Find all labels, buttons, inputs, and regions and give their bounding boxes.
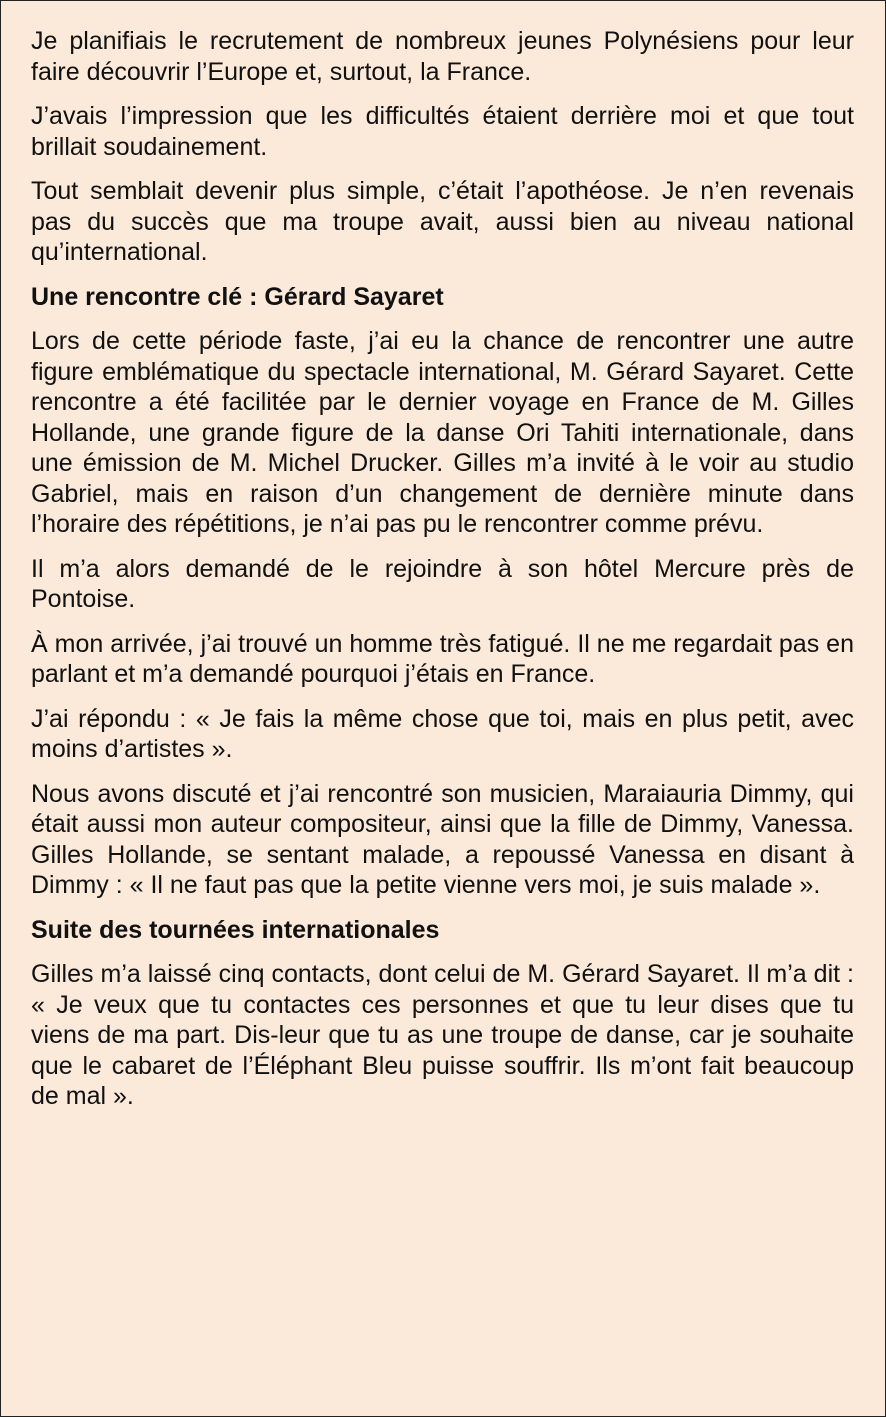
paragraph-1: Je planifiais le recrutement de nombreux jeunes Polynésiens pour leur faire découvrir l’Europe et, surtout, la France. — [31, 27, 854, 86]
paragraph-8: Nous avons discuté et j’ai rencontré son musicien, Maraiauria Dimmy, qui était aussi mon auteur compositeur, ainsi que la fille de Dimmy, Vanessa. Gilles Hollande, se sentant malade, a repoussé Vanessa en disant à Dimmy : « Il ne faut pas que la petite vienne vers moi, je suis malade ». — [31, 779, 854, 899]
section-heading-rencontre: Une rencontre clé : Gérard Sayaret — [31, 282, 444, 311]
paragraph-4: Lors de cette période faste, j’ai eu la chance de rencontrer une autre figure emblématique du spectacle international, M. Gérard Sayaret. Cette rencontre a été facilitée par le dernier voyage en France de M. Gilles Hollande, une grande figure de la danse Ori Tahiti internationale, dans une émission de M. Michel Drucker. Gilles m’a invité à le voir au studio Gabriel, mais en raison d’un changement de dernière minute dans l’horaire des répétitions, je n’ai pas pu le rencontrer comme prévu. — [31, 327, 854, 538]
paragraph-9: Gilles m’a laissé cinq contacts, dont celui de M. Gérard Sayaret. Il m’a dit : « Je veux que tu contactes ces personnes et que tu leur dises que tu viens de ma part. Dis-leur que tu as une troupe de danse, car je souhaite que le cabaret de l’Éléphant Bleu puisse souffrir. Ils m’ont fait beaucoup de mal ». — [31, 960, 854, 1110]
paragraph-2: J’avais l’impression que les difficultés étaient derrière moi et que tout brillait soudainement. — [31, 102, 854, 161]
paragraph-5: Il m’a alors demandé de le rejoindre à son hôtel Mercure près de Pontoise. — [31, 554, 854, 613]
section-heading-tournees: Suite des tournées internationales — [31, 915, 440, 944]
paragraph-6: À mon arrivée, j’ai trouvé un homme très fatigué. Il ne me regardait pas en parlant et m’a demandé pourquoi j’étais en France. — [31, 629, 854, 688]
paragraph-3: Tout semblait devenir plus simple, c’était l’apothéose. Je n’en revenais pas du succès que ma troupe avait, aussi bien au niveau national qu’international. — [31, 177, 854, 266]
paragraph-7: J’ai répondu : « Je fais la même chose que toi, mais en plus petit, avec moins d’artistes ». — [31, 704, 854, 763]
